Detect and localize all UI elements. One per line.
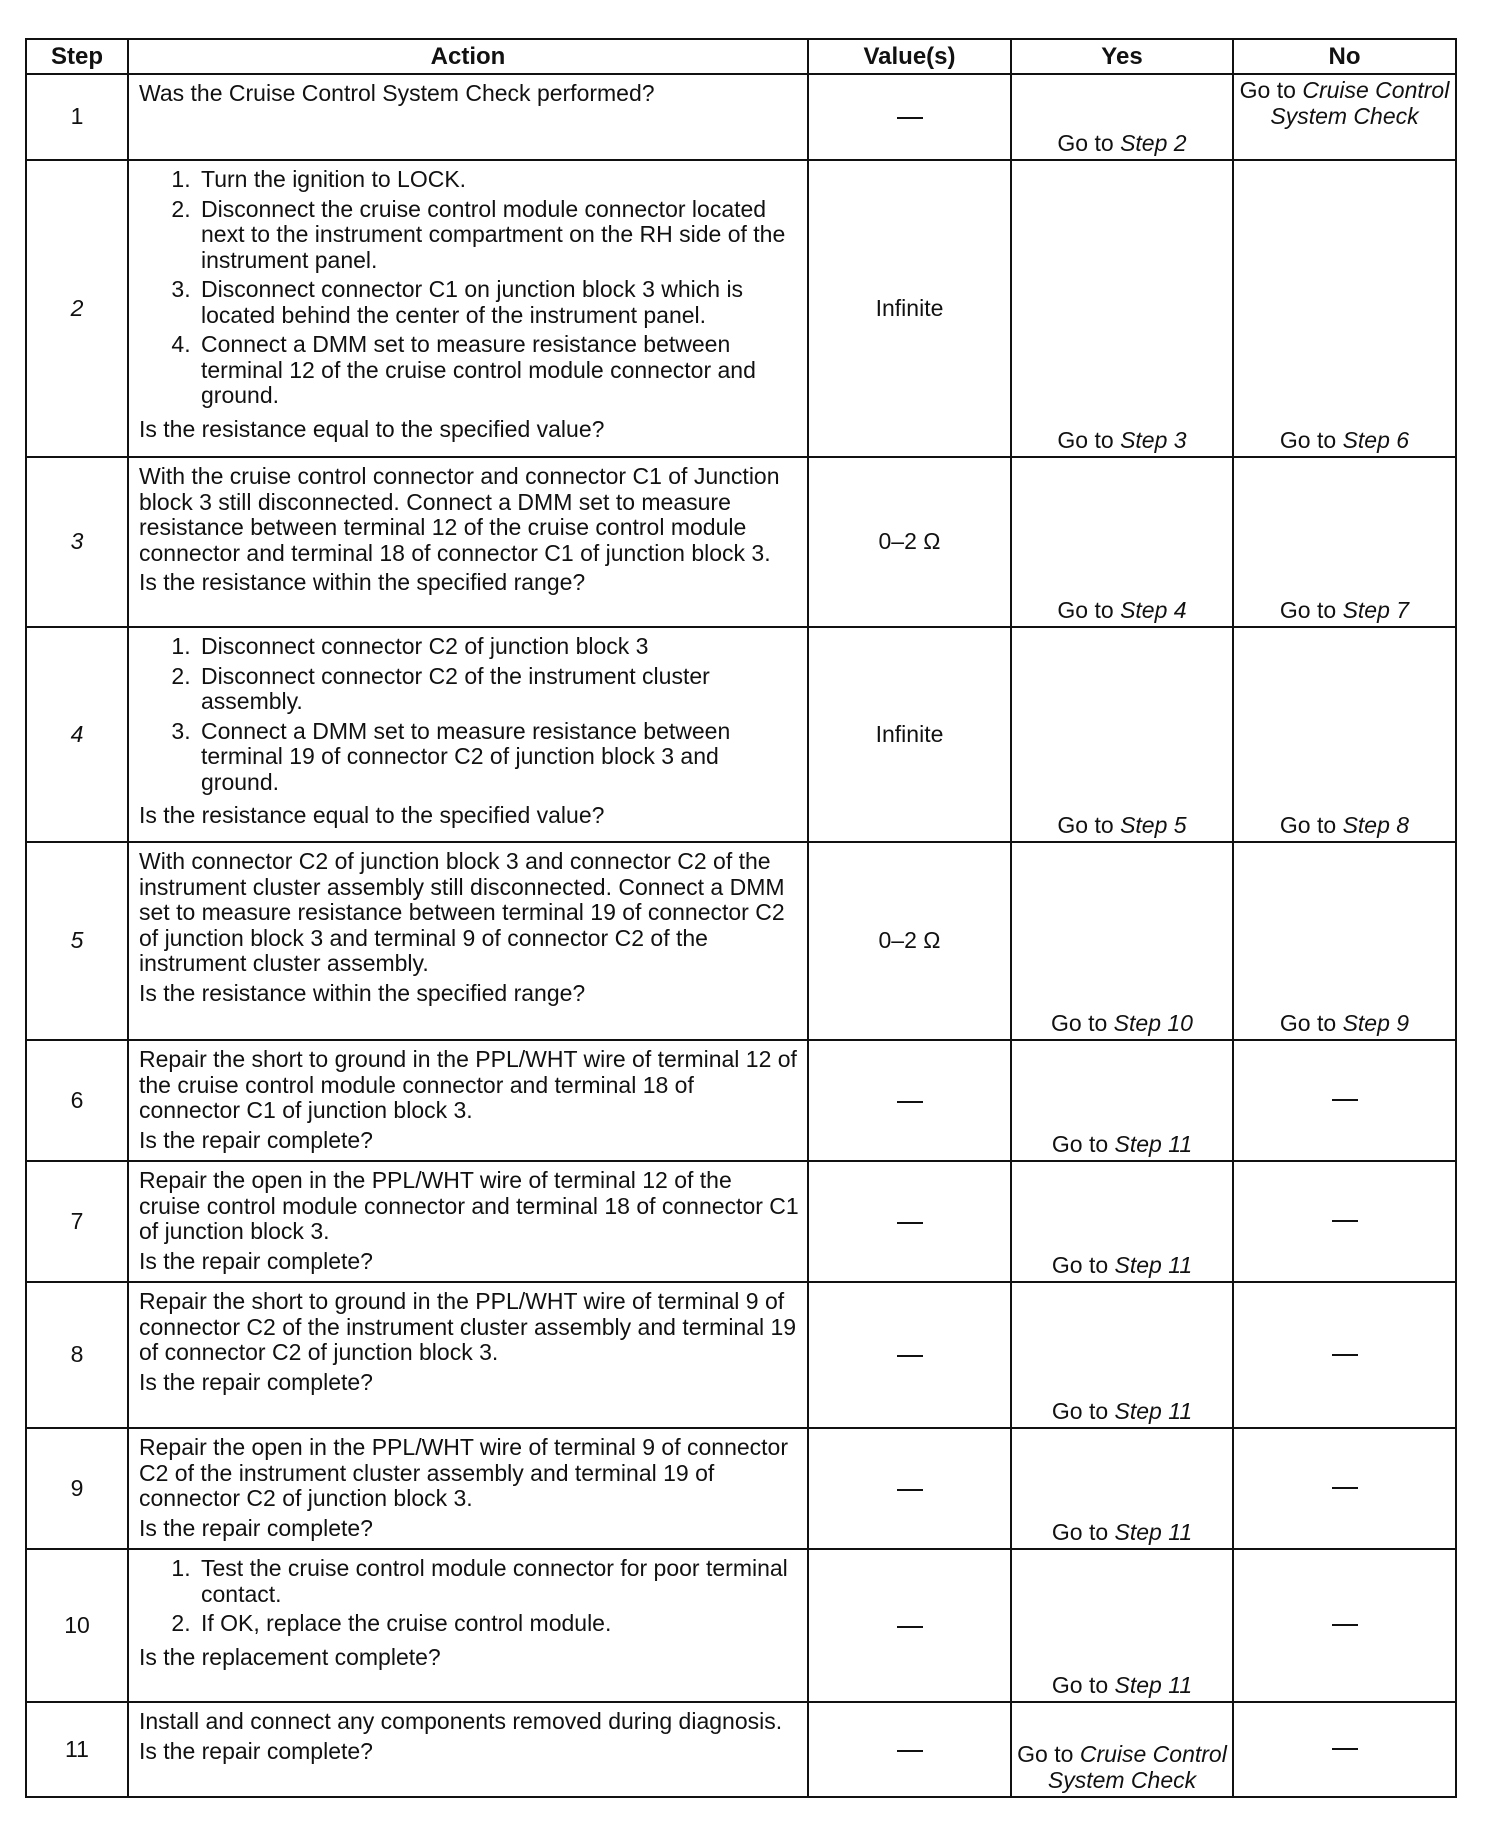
- table-row: [26, 1702, 1456, 1797]
- no-cell: [1233, 1549, 1456, 1702]
- no-link[interactable]: Step 8: [1342, 811, 1410, 838]
- action-text: Install and connect any components removed during diagnosis.: [139, 1708, 783, 1734]
- action-cell: [128, 1702, 808, 1797]
- yes-link[interactable]: Step 11: [1114, 1397, 1193, 1424]
- action-text: With connector C2 of junction block 3 and connector C2 of the instrument cluster assembly still disconnected. Connect a DMM set to measure resistance between terminal 19 of connector C2 of junction block 3 and terminal 9 of connector C2 of the instrument cluster assembly.: [139, 848, 785, 976]
- list-item: 2. If OK, replace the cruise control module.: [197, 1611, 799, 1637]
- step-number: 1: [26, 74, 128, 160]
- table-row: [26, 1040, 1456, 1161]
- step-number: 7: [26, 1161, 128, 1282]
- value-cell: Infinite: [808, 627, 1011, 842]
- no-prefix: Go to: [1279, 811, 1337, 838]
- action-question: Is the resistance equal to the specified value?: [139, 802, 605, 828]
- action-cell: [128, 1161, 808, 1282]
- action-list: [139, 167, 799, 413]
- header-yes: Yes: [1011, 39, 1233, 74]
- value-cell: Infinite: [808, 160, 1011, 457]
- dash-mark: [1332, 1487, 1358, 1489]
- step-number: 10: [26, 1549, 128, 1702]
- yes-link[interactable]: Step 3: [1120, 426, 1187, 453]
- no-prefix: Go to: [1279, 596, 1337, 623]
- action-cell: [128, 627, 808, 842]
- list-item: 3. Disconnect connector C1 on junction block 3 which is located behind the center of the instrument panel.: [197, 277, 799, 328]
- list-item: 3. Connect a DMM set to measure resistance between terminal 19 of connector C2 of junction block 3 and ground.: [197, 719, 799, 796]
- step-number: 11: [26, 1702, 128, 1797]
- action-content: [139, 1556, 799, 1670]
- no-link[interactable]: Step 6: [1342, 426, 1410, 453]
- value-cell: [808, 1702, 1011, 1797]
- yes-link[interactable]: Step 4: [1120, 596, 1187, 623]
- header-action: Action: [128, 39, 808, 74]
- dash-mark: [897, 1101, 923, 1103]
- yes-link[interactable]: Step 11: [1114, 1130, 1193, 1157]
- action-list: [139, 634, 799, 799]
- table-row: [26, 1161, 1456, 1282]
- action-content: [139, 1047, 799, 1153]
- action-content: [139, 1435, 799, 1541]
- action-content: [139, 634, 799, 829]
- yes-cell[interactable]: [1011, 1428, 1233, 1549]
- no-cell[interactable]: [1233, 457, 1456, 627]
- action-cell: [128, 160, 808, 457]
- dash-mark: [897, 1626, 923, 1628]
- value-cell: [808, 1282, 1011, 1428]
- action-content: [139, 464, 799, 596]
- value-cell: [808, 1161, 1011, 1282]
- no-cell[interactable]: [1233, 160, 1456, 457]
- header-value: Value(s): [808, 39, 1011, 74]
- table-row: [26, 1428, 1456, 1549]
- no-cell[interactable]: [1233, 74, 1456, 160]
- yes-link[interactable]: Step 11: [1114, 1518, 1193, 1545]
- dash-mark: [897, 1355, 923, 1357]
- dash-mark: [897, 1489, 923, 1491]
- yes-prefix: Go to: [1051, 1397, 1109, 1424]
- action-content: [139, 1289, 799, 1395]
- no-cell: [1233, 1428, 1456, 1549]
- yes-link[interactable]: Step 11: [1114, 1671, 1193, 1698]
- action-question: Is the replacement complete?: [139, 1643, 441, 1670]
- value-cell: [808, 1428, 1011, 1549]
- no-link[interactable]: Step 7: [1342, 596, 1410, 623]
- action-cell: [128, 1428, 808, 1549]
- step-number: 8: [26, 1282, 128, 1428]
- header-row: [26, 39, 1456, 74]
- action-list: [139, 1556, 799, 1641]
- yes-link[interactable]: Step 2: [1120, 129, 1187, 156]
- no-cell[interactable]: [1233, 627, 1456, 842]
- list-item: 1. Test the cruise control module connector for poor terminal contact.: [197, 1556, 799, 1607]
- dash-mark: [1332, 1624, 1358, 1626]
- action-cell: [128, 1040, 808, 1161]
- dash-mark: [897, 117, 923, 119]
- yes-prefix: Go to: [1057, 426, 1114, 453]
- no-prefix: Go to: [1279, 1009, 1337, 1036]
- yes-cell[interactable]: [1011, 1702, 1233, 1797]
- step-number: 4: [26, 627, 128, 842]
- list-item: 4. Connect a DMM set to measure resistance between terminal 12 of the cruise control module connector and ground.: [197, 332, 799, 409]
- list-item: 1. Disconnect connector C2 of junction block 3: [197, 634, 799, 660]
- table-row: [26, 842, 1456, 1040]
- yes-link[interactable]: Step 10: [1113, 1009, 1193, 1036]
- action-question: Is the repair complete?: [139, 1514, 373, 1541]
- yes-link[interactable]: Cruise Control System Check: [1047, 1741, 1227, 1793]
- header-step: Step: [26, 39, 128, 74]
- dash-mark: [1332, 1354, 1358, 1356]
- table-row: [26, 627, 1456, 842]
- dash-mark: [1332, 1748, 1358, 1750]
- yes-link[interactable]: Step 11: [1114, 1251, 1193, 1278]
- action-question: Is the resistance within the specified range?: [139, 569, 586, 595]
- value-cell: 0–2 Ω: [808, 457, 1011, 627]
- action-text: Repair the short to ground in the PPL/WHT wire of terminal 12 of the cruise control module connector and terminal 18 of connector C1 of junction block 3.: [139, 1046, 797, 1123]
- no-link[interactable]: Step 9: [1342, 1009, 1410, 1036]
- yes-prefix: Go to: [1057, 129, 1114, 156]
- step-number: 3: [26, 457, 128, 627]
- header-no: No: [1233, 39, 1456, 74]
- table-row: [26, 1549, 1456, 1702]
- table-row: [26, 457, 1456, 627]
- action-cell: [128, 1282, 808, 1428]
- action-question: Is the resistance equal to the specified value?: [139, 415, 605, 442]
- no-cell[interactable]: [1233, 842, 1456, 1040]
- yes-prefix: Go to: [1057, 811, 1114, 838]
- action-question: Is the repair complete?: [139, 1126, 373, 1153]
- no-prefix: Go to: [1279, 426, 1337, 453]
- action-content: [139, 167, 799, 442]
- yes-cell[interactable]: [1011, 1282, 1233, 1428]
- action-content: [139, 1709, 799, 1764]
- action-cell: [128, 74, 808, 160]
- yes-cell[interactable]: [1011, 842, 1233, 1040]
- action-text: Repair the open in the PPL/WHT wire of terminal 9 of connector C2 of the instrument cluster assembly and terminal 19 of connector C2 of junction block 3.: [139, 1434, 789, 1511]
- list-item: 2. Disconnect the cruise control module connector located next to the instrument compartment on the RH side of the instrument panel.: [197, 197, 799, 274]
- list-item: 1. Turn the ignition to LOCK.: [197, 167, 799, 193]
- dash-mark: [1332, 1220, 1358, 1222]
- action-cell: [128, 842, 808, 1040]
- no-cell: [1233, 1161, 1456, 1282]
- action-question: Is the repair complete?: [139, 1247, 373, 1274]
- action-text: Repair the open in the PPL/WHT wire of terminal 12 of the cruise control module connector and terminal 18 of connector C1 of junction block 3.: [139, 1167, 799, 1244]
- value-cell: 0–2 Ω: [808, 842, 1011, 1040]
- action-content: [139, 1168, 799, 1274]
- step-number: 6: [26, 1040, 128, 1161]
- yes-prefix: Go to: [1051, 1671, 1109, 1698]
- value-cell: [808, 74, 1011, 160]
- action-cell: [128, 457, 808, 627]
- no-cell: [1233, 1040, 1456, 1161]
- dash-mark: [897, 1750, 923, 1752]
- no-cell: [1233, 1702, 1456, 1797]
- yes-prefix: Go to: [1057, 596, 1114, 623]
- yes-cell[interactable]: [1011, 1549, 1233, 1702]
- yes-cell[interactable]: [1011, 457, 1233, 627]
- value-cell: [808, 1040, 1011, 1161]
- action-cell: [128, 1549, 808, 1702]
- table-row: [26, 160, 1456, 457]
- yes-cell[interactable]: [1011, 160, 1233, 457]
- action-text: Repair the short to ground in the PPL/WHT wire of terminal 9 of connector C2 of the instrument cluster assembly and terminal 19 of connector C2 of junction block 3.: [139, 1288, 797, 1365]
- yes-prefix: Go to: [1051, 1251, 1109, 1278]
- action-question: Is the repair complete?: [139, 1737, 373, 1764]
- list-item: 2. Disconnect connector C2 of the instrument cluster assembly.: [197, 664, 799, 715]
- no-link[interactable]: Cruise Control System Check: [1270, 77, 1450, 129]
- yes-prefix: Go to: [1051, 1518, 1109, 1545]
- action-content: [139, 849, 799, 1006]
- yes-prefix: Go to: [1017, 1741, 1074, 1767]
- yes-prefix: Go to: [1051, 1130, 1109, 1157]
- value-cell: [808, 1549, 1011, 1702]
- yes-cell[interactable]: [1011, 1040, 1233, 1161]
- yes-cell[interactable]: [1011, 1161, 1233, 1282]
- yes-cell[interactable]: [1011, 627, 1233, 842]
- dash-mark: [1332, 1099, 1358, 1101]
- action-question: Is the repair complete?: [139, 1368, 373, 1395]
- step-number: 9: [26, 1428, 128, 1549]
- dash-mark: [897, 1222, 923, 1224]
- action-question: Is the resistance within the specified range?: [139, 979, 586, 1006]
- yes-cell[interactable]: [1011, 74, 1233, 160]
- action-text: With the cruise control connector and connector C1 of Junction block 3 still disconnected. Connect a DMM set to measure resistance between terminal 12 of the cruise control module connector and terminal 18 of connector C1 of junction block 3.: [139, 463, 780, 566]
- no-prefix: Go to: [1239, 77, 1296, 103]
- table-row: [26, 1282, 1456, 1428]
- step-number: 5: [26, 842, 128, 1040]
- table-row: [26, 74, 1456, 160]
- step-number: 2: [26, 160, 128, 457]
- yes-link[interactable]: Step 5: [1120, 811, 1187, 838]
- action-text: Was the Cruise Control System Check performed?: [139, 80, 655, 106]
- yes-prefix: Go to: [1051, 1009, 1108, 1036]
- no-cell: [1233, 1282, 1456, 1428]
- diagnostic-table: [25, 38, 1457, 1798]
